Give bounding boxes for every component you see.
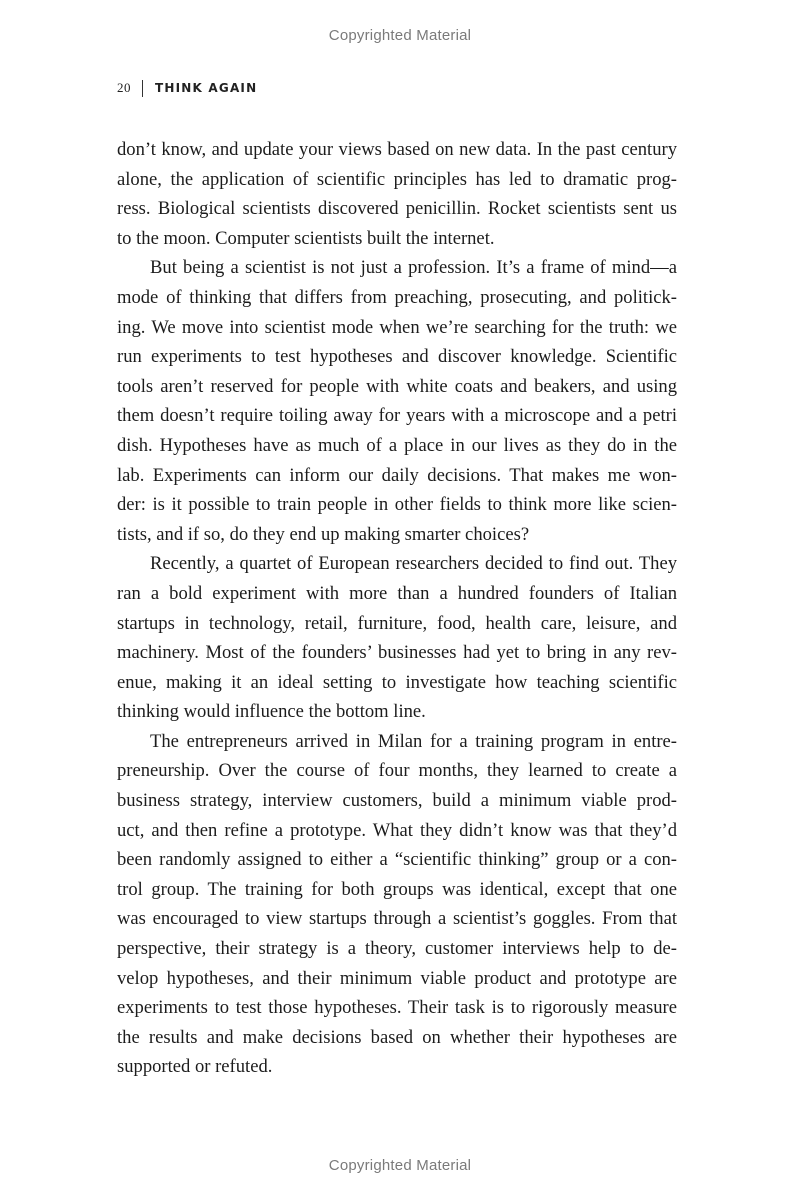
text-line: ing. We move into scientist mode when we’re searching for the truth: we <box>117 316 677 338</box>
text-line: business strategy, interview customers, build a minimum viable prod- <box>117 790 677 812</box>
text-line: to the moon. Computer scientists built the internet. <box>117 227 495 249</box>
text-line: them doesn’t require toiling away for years with a microscope and a petri <box>117 405 677 427</box>
text-line: But being a scientist is not just a profession. It’s a frame of mind—a <box>150 257 677 279</box>
paragraph <box>117 253 677 549</box>
text-line: The entrepreneurs arrived in Milan for a training program in entre- <box>150 730 677 752</box>
paragraph <box>117 549 677 727</box>
text-line: machinery. Most of the founders’ businesses had yet to bring in any rev- <box>117 642 677 664</box>
text-line: Recently, a quartet of European researchers decided to find out. They <box>150 553 677 575</box>
text-line: experiments to test those hypotheses. Their task is to rigorously measure <box>117 997 677 1019</box>
body-text <box>117 135 677 1082</box>
paragraph <box>117 135 677 253</box>
running-head <box>117 78 257 98</box>
text-line: der: is it possible to train people in other fields to think more like scien- <box>117 494 677 516</box>
text-line: run experiments to test hypotheses and discover knowledge. Scientific <box>117 346 677 368</box>
text-line: startups in technology, retail, furniture, food, health care, leisure, and <box>117 612 677 634</box>
page-number: 20 <box>117 80 131 95</box>
text-line: mode of thinking that differs from preaching, prosecuting, and politick- <box>117 286 677 308</box>
text-line: uct, and then refine a prototype. What they didn’t know was that they’d <box>117 819 677 841</box>
text-line: lab. Experiments can inform our daily decisions. That makes me won- <box>117 464 677 486</box>
copyright-watermark-top: Copyrighted Material <box>328 27 472 44</box>
text-line: been randomly assigned to either a “scientific thinking” group or a con- <box>117 849 677 871</box>
text-line: alone, the application of scientific principles has led to dramatic prog- <box>117 168 677 190</box>
text-line: thinking would influence the bottom line. <box>117 701 426 723</box>
text-line: was encouraged to view startups through a scientist’s goggles. From that <box>117 908 677 930</box>
text-line: supported or refuted. <box>117 1056 273 1078</box>
text-line: ran a bold experiment with more than a hundred founders of Italian <box>117 582 677 604</box>
book-title: THINK AGAIN <box>155 81 258 95</box>
running-head-divider <box>142 80 143 97</box>
text-line: velop hypotheses, and their minimum viable product and prototype are <box>117 967 677 989</box>
text-line: tists, and if so, do they end up making smarter choices? <box>117 523 530 545</box>
paragraph <box>117 727 677 1082</box>
text-line: preneurship. Over the course of four months, they learned to create a <box>117 760 677 782</box>
text-line: the results and make decisions based on whether their hypotheses are <box>117 1026 677 1048</box>
text-line: tools aren’t reserved for people with white coats and beakers, and using <box>117 375 677 397</box>
text-line: perspective, their strategy is a theory, customer interviews help to de- <box>117 938 677 960</box>
text-line: don’t know, and update your views based on new data. In the past century <box>117 139 677 160</box>
text-line: enue, making it an ideal setting to investigate how teaching scientific <box>117 671 677 693</box>
text-line: trol group. The training for both groups was identical, except that one <box>117 878 677 900</box>
text-line: ress. Biological scientists discovered penicillin. Rocket scientists sent us <box>117 198 677 220</box>
copyright-watermark-bottom: Copyrighted Material <box>328 1157 472 1174</box>
text-line: dish. Hypotheses have as much of a place in our lives as they do in the <box>117 434 677 456</box>
